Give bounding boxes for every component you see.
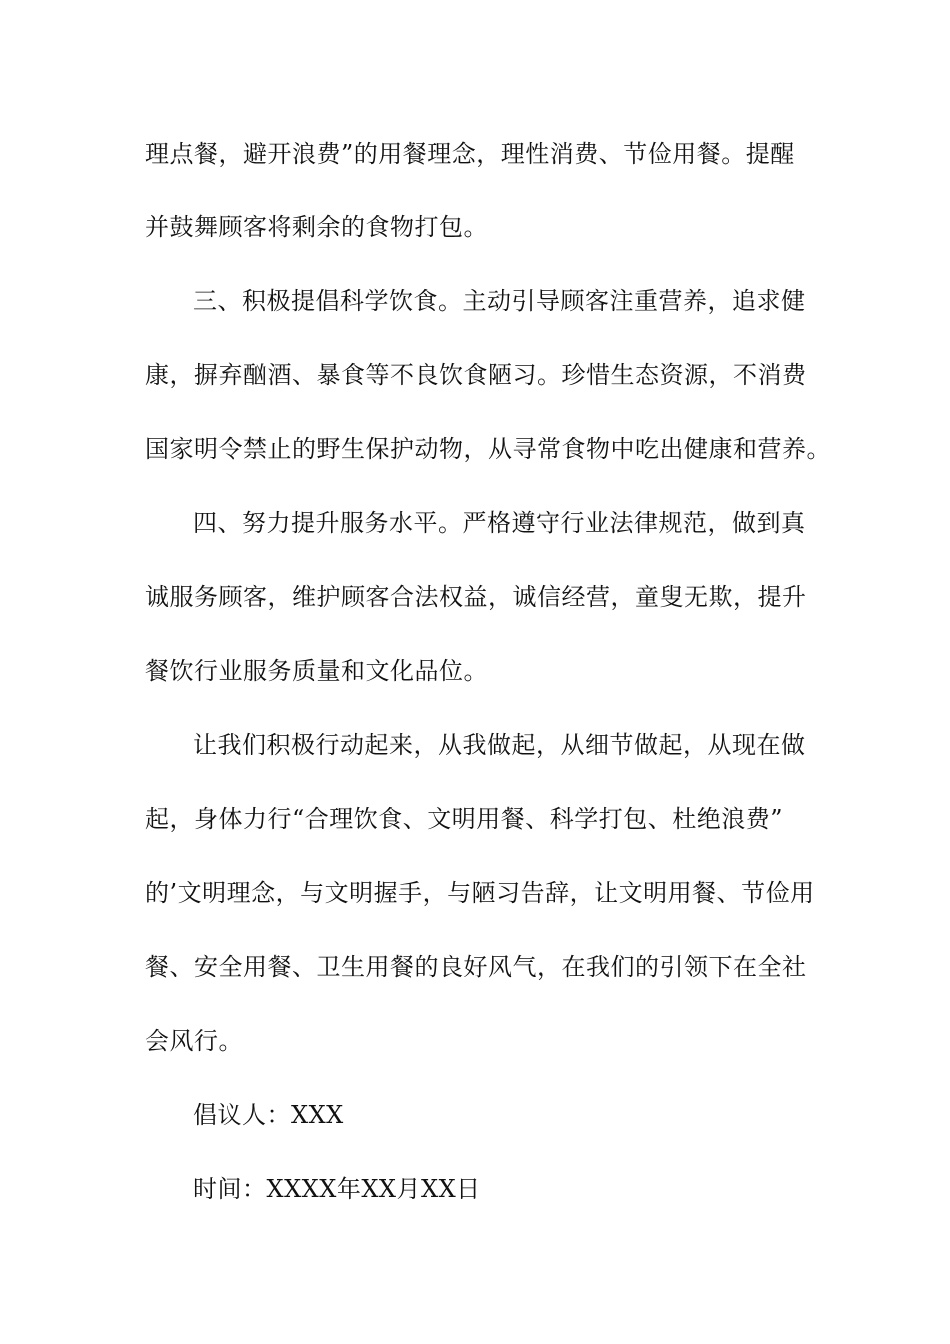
section-three-heading-line: 三、积极提倡科学饮食。主动引导顾客注重营养，追求健: [193, 287, 806, 315]
text-line: 餐饮行业服务质量和文化品位。: [145, 657, 488, 685]
text-line: 国家明令禁止的野生保护动物，从寻常食物中吃出健康和营养。: [145, 435, 831, 463]
text-line: 的’文明理念，与文明握手，与陋习告辞，让文明用餐、节俭用: [145, 879, 815, 907]
proposer-line: 倡议人：XXX: [193, 1101, 344, 1129]
date-line: 时间：XXXX年XX月XX日: [193, 1175, 481, 1203]
text-line: 理点餐，避开浪费”的用餐理念，理性消费、节俭用餐。提醒: [145, 140, 795, 168]
text-line: 并鼓舞顾客将剩余的食物打包。: [145, 213, 488, 241]
text-line: 康，摒弃酗酒、暴食等不良饮食陋习。珍惜生态资源，不消费: [145, 361, 807, 389]
closing-paragraph-line: 让我们积极行动起来，从我做起，从细节做起，从现在做: [193, 731, 806, 759]
text-line: 会风行。: [145, 1027, 243, 1055]
section-four-heading-line: 四、努力提升服务水平。严格遵守行业法律规范，做到真: [193, 509, 806, 537]
text-line: 起，身体力行“合理饮食、文明用餐、科学打包、杜绝浪费”: [145, 805, 784, 833]
text-line: 诚服务顾客，维护顾客合法权益，诚信经营，童叟无欺，提升: [145, 583, 807, 611]
text-line: 餐、安全用餐、卫生用餐的良好风气，在我们的引领下在全社: [145, 953, 807, 981]
